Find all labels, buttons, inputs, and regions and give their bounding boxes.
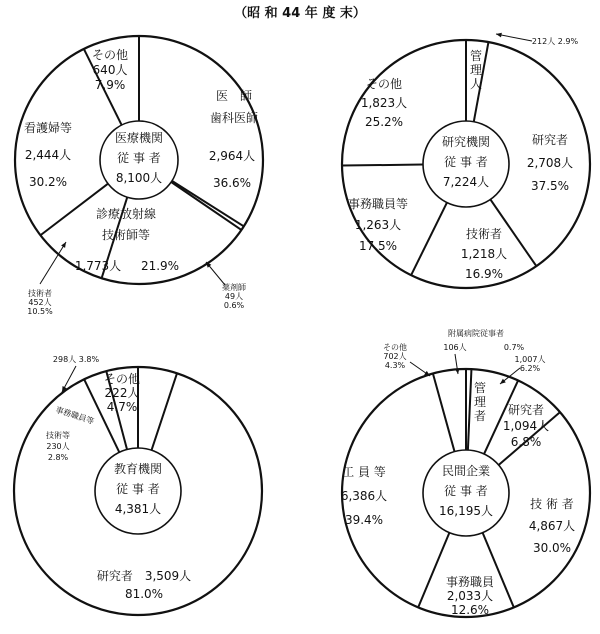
slice-label-nurse: 2,444人 bbox=[24, 148, 72, 162]
slice-label-office: 2,033人 bbox=[446, 589, 494, 603]
slice-percent-hospital: 0.7% bbox=[503, 343, 525, 352]
slice-label-mgr: 理 bbox=[469, 63, 483, 77]
slice-label-mgr: 理 bbox=[473, 395, 487, 409]
slice-label-other: 4.3% bbox=[384, 361, 406, 370]
slice-label-other: その他 bbox=[365, 77, 403, 91]
center-label: 従 事 者 bbox=[117, 151, 161, 165]
slice-label-office: 17.5% bbox=[358, 239, 398, 253]
slice-label-tech: 452人 bbox=[28, 298, 52, 307]
slice-divider bbox=[342, 165, 423, 166]
slice-label-researcher: 6.8% bbox=[510, 435, 542, 449]
arrowhead bbox=[455, 368, 460, 374]
slice-label-pharm: 薬剤師 bbox=[222, 283, 246, 292]
slice-label-tech: 2.8% bbox=[47, 453, 69, 462]
center-label: 16,195人 bbox=[439, 504, 493, 518]
center-label: 教育機関 bbox=[113, 462, 163, 476]
pie-chart-4 bbox=[341, 328, 590, 617]
slice-label-office: 事務職員等 bbox=[347, 197, 409, 211]
slice-label-office: 12.6% bbox=[450, 603, 490, 617]
slice-label-worker: 6,386人 bbox=[340, 489, 388, 503]
slice-label-other: その他 bbox=[91, 48, 129, 62]
slice-label-office: 1,263人 bbox=[354, 218, 402, 232]
slice-label-radio: 技術師等 bbox=[101, 228, 151, 242]
slice-label-worker: 工 員 等 bbox=[342, 465, 386, 479]
slice-label-other: 4.7% bbox=[106, 400, 138, 414]
slice-label-researcher: 2,708人 bbox=[526, 156, 574, 170]
slice-label-mgr: 管 bbox=[473, 381, 487, 395]
slice-label-mgr-top: 1,007人 bbox=[514, 355, 546, 364]
slice-label-mgr-top: 6.2% bbox=[519, 364, 541, 373]
slice-label-nurse: 看護婦等 bbox=[23, 121, 73, 135]
center-label: 従 事 者 bbox=[444, 155, 488, 169]
slice-value-hospital: 106人 bbox=[443, 343, 467, 352]
pie-chart-1 bbox=[15, 36, 263, 316]
slice-label-mgr: 人 bbox=[469, 77, 483, 91]
slice-label-office: 事務職員 bbox=[445, 575, 495, 589]
slice-label-mgr: 管 bbox=[469, 49, 483, 63]
slice-label-office: 事務職員等 bbox=[54, 405, 96, 427]
center-label: 研究機関 bbox=[441, 135, 491, 149]
slice-label-office-top: 298人 3.8% bbox=[52, 355, 100, 364]
slice-label-other: その他 bbox=[383, 343, 407, 352]
pie-chart-3 bbox=[14, 354, 262, 615]
slice-label-other: 702人 bbox=[383, 352, 407, 361]
slice-label-hospital: 附属病院従事者 bbox=[448, 329, 504, 338]
slice-label-pharm: 0.6% bbox=[223, 301, 245, 310]
slice-value-doctor: 2,964人 bbox=[208, 149, 256, 163]
slice-label-tech: 技術者 bbox=[465, 227, 503, 241]
arrowhead bbox=[61, 242, 66, 248]
slice-label-researcher: 研究者 bbox=[507, 403, 545, 417]
slice-label-tech: 10.5% bbox=[27, 307, 53, 316]
arrowhead bbox=[496, 33, 502, 38]
slice-label-tech: 技術者 bbox=[28, 289, 52, 298]
slice-label-worker: 39.4% bbox=[344, 513, 384, 527]
slice-divider bbox=[433, 373, 455, 451]
slice-label-tech: 230人 bbox=[46, 442, 70, 451]
slice-label-other: 640人 bbox=[92, 63, 128, 77]
slice-divider bbox=[418, 533, 449, 608]
center-label: 医療機関 bbox=[114, 131, 164, 145]
slice-percent-doctor: 36.6% bbox=[212, 176, 252, 190]
slice-label-tech: 4,867人 bbox=[528, 519, 576, 533]
slice-label-mgr-top: 212人 2.9% bbox=[531, 37, 579, 46]
slice-percent-radio: 21.9% bbox=[140, 259, 180, 273]
slice-label-researcher: 37.5% bbox=[530, 179, 570, 193]
slice-divider bbox=[468, 369, 472, 450]
center-label: 民間企業 bbox=[441, 464, 491, 478]
slice-label-doctor: 医 師 bbox=[215, 89, 253, 103]
slice-label-other: 222人 bbox=[104, 386, 140, 400]
slice-label-radio: 診療放射線 bbox=[95, 207, 157, 221]
slice-label-tech: 1,218人 bbox=[460, 247, 508, 261]
pie-slice-7 bbox=[433, 369, 466, 452]
slice-label-doctor: 歯科医師 bbox=[209, 111, 259, 125]
slice-label-mgr: 者 bbox=[473, 409, 487, 423]
slice-label-researcher: 1,094人 bbox=[502, 419, 550, 433]
pie-slice-1 bbox=[138, 367, 177, 450]
slice-label-other: 25.2% bbox=[364, 115, 404, 129]
slice-divider bbox=[152, 373, 177, 450]
center-label: 8,100人 bbox=[115, 171, 163, 185]
center-label: 従 事 者 bbox=[116, 482, 160, 496]
slice-label-other: その他 bbox=[103, 372, 141, 386]
pie-charts bbox=[14, 33, 590, 617]
center-label: 従 事 者 bbox=[444, 484, 488, 498]
chart-title: （昭 和 44 年 度 末） bbox=[234, 6, 366, 21]
slice-label-researcher: 研究者 bbox=[531, 133, 569, 147]
slice-label-tech: 技術等 bbox=[46, 431, 70, 440]
center-label: 4,381人 bbox=[114, 502, 162, 516]
slice-label-researcher: 研究者 3,509人 bbox=[96, 569, 192, 583]
slice-label-tech: 16.9% bbox=[464, 267, 504, 281]
slice-divider bbox=[411, 203, 447, 276]
slice-percent-researcher: 81.0% bbox=[124, 587, 164, 601]
slice-label-other: 7.9% bbox=[94, 78, 126, 92]
slice-label-pharm: 49人 bbox=[224, 292, 244, 301]
slice-label-other: 1,823人 bbox=[360, 96, 408, 110]
pie-chart-2 bbox=[342, 33, 590, 288]
slice-label-tech: 30.0% bbox=[532, 541, 572, 555]
slice-label-nurse: 30.2% bbox=[28, 175, 68, 189]
slice-value-radio: 1,773人 bbox=[74, 259, 122, 273]
slice-label-tech: 技 術 者 bbox=[530, 497, 574, 511]
center-label: 7,224人 bbox=[442, 175, 490, 189]
